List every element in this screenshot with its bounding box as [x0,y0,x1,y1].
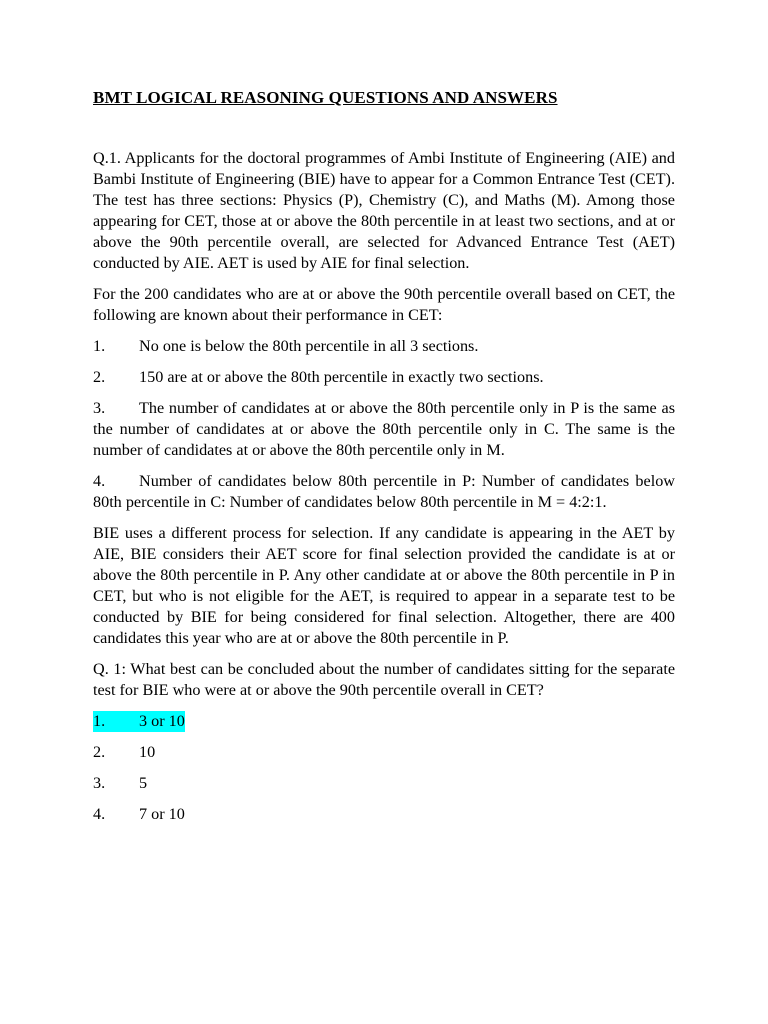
intro-paragraph: Q.1. Applicants for the doctoral programmes of Ambi Institute of Engineering (AIE) and Bambi Institute of Engineering (BIE) have to appear for a Common Entrance Test (CET). The test has three sections: Physics (P), Chemistry (C), and Maths (M). Among those appearing for CET, those at or above the 80th percentile in at least two sections, and at or above the 90th percentile overall, are selected for Advanced Entrance Test (AET) conducted by AIE. AET is used by AIE for final selection. [93,149,675,272]
fact-number: 2. [93,368,106,386]
option-highlight [93,711,185,732]
question-text: Q. 1: What best can be concluded about the number of candidates sitting for the separate test for BIE who were at or above the 90th percentile overall in CET? [93,660,675,699]
fact-number: 3. [93,399,106,417]
fact-item-3 [93,398,675,461]
fact-text: No one is below the 80th percentile in all 3 sections. [139,337,479,355]
option-text: 10 [139,743,156,761]
option-text: 5 [139,774,148,792]
bie-process-paragraph: BIE uses a different process for selection. If any candidate is appearing in the AET by AIE, BIE considers their AET score for final selection provided the candidate is at or above the 80th percentile in P. Any other candidate at or above the 80th percentile in P in CET, but who is not eligible for the AET, is required to appear in a separate test to be conducted by BIE for being considered for final selection. Altogether, there are 400 candidates this year who are at or above the 80th percentile in P. [93,524,675,647]
fact-number: 4. [93,472,106,490]
option-number: 3. [93,774,106,792]
option-number: 1. [93,712,106,730]
fact-text: Number of candidates below 80th percentile in P: Number of candidates below 80th percentile in C: Number of candidates below 80th percentile in M = 4:2:1. [93,472,675,511]
fact-item-2 [93,367,675,388]
option-text: 7 or 10 [139,805,185,823]
fact-item-1 [93,336,675,357]
option-number: 4. [93,805,106,823]
fact-text: The number of candidates at or above the 80th percentile only in P is the same as the number of candidates at or above the 80th percentile only in C. The same is the number of candidates at or above the 80th percentile only in M. [93,399,675,459]
fact-item-4 [93,471,675,513]
fact-number: 1. [93,337,106,355]
document-title: BMT LOGICAL REASONING QUESTIONS AND ANSWERS [93,88,558,107]
option-4 [93,804,675,825]
option-text: 3 or 10 [139,712,185,730]
candidates-paragraph: For the 200 candidates who are at or above the 90th percentile overall based on CET, the following are known about their performance in CET: [93,285,675,324]
option-number: 2. [93,743,106,761]
option-3 [93,773,675,794]
option-2 [93,742,675,763]
fact-text: 150 are at or above the 80th percentile in exactly two sections. [139,368,544,386]
option-1 [93,711,675,732]
